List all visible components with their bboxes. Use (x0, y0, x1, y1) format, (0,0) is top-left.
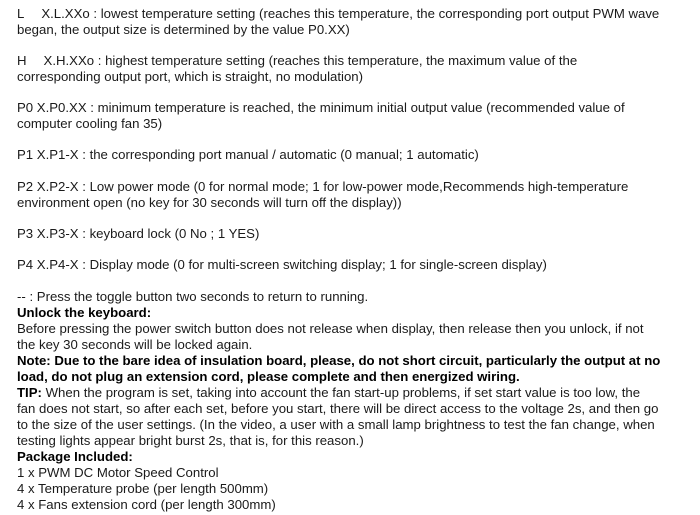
setting-P2-line1: P2 X.P2-X : Low power mode (0 for normal mode; 1 for low-power mode,Recommends high-temperature (17, 179, 629, 194)
package-heading: Package Included: (17, 449, 133, 464)
instructions-block (17, 289, 700, 513)
note-line2: load, do not plug an extension cord, please complete and then energized wiring. (17, 369, 520, 384)
setting-P0-line2: computer cooling fan 35) (17, 116, 163, 131)
setting-L-line2: began, the output size is determined by the value P0.XX) (17, 22, 350, 37)
tip-line2: fan does not start, so after each set, before you start, there will be direct access to the voltage 2s, and then go (17, 401, 659, 416)
setting-L-line1: X.L.XXo : lowest temperature setting (reaches this temperature, the corresponding port output PWM wave (41, 6, 660, 21)
setting-H-line1: X.H.XXo : highest temperature setting (reaches this temperature, the maximum value of the (43, 53, 578, 68)
setting-H-key: H (17, 53, 27, 68)
setting-P2 (17, 179, 700, 211)
setting-P1 (17, 147, 700, 163)
setting-P3 (17, 226, 700, 242)
note-line1: Note: Due to the bare idea of insulation board, please, do not short circuit, particularly the output at no (17, 353, 661, 368)
setting-P2-line2: environment open (no key for 30 seconds will turn off the display)) (17, 195, 402, 210)
tip-line4: testing lights appear bright burst 2s, that is, for this reason.) (17, 433, 364, 448)
setting-L (17, 6, 700, 38)
package-item: 4 x Fans extension cord (per length 300mm) (17, 497, 276, 512)
toggle-note: -- : Press the toggle button two seconds to return to running. (17, 289, 369, 304)
setting-H (17, 53, 700, 85)
unlock-line2: the key 30 seconds will be locked again. (17, 337, 253, 352)
setting-P4 (17, 257, 700, 273)
setting-P1-line1: P1 X.P1-X : the corresponding port manual / automatic (0 manual; 1 automatic) (17, 147, 479, 162)
tip-line1: When the program is set, taking into account the fan start-up problems, if set start value is too low, the (41, 385, 641, 400)
setting-P0-line1: P0 X.P0.XX : minimum temperature is reached, the minimum initial output value (recommended value of (17, 100, 625, 115)
unlock-line1: Before pressing the power switch button does not release when display, then release then you unlock, if not (17, 321, 644, 336)
package-item: 4 x Temperature probe (per length 500mm) (17, 481, 269, 496)
setting-P3-line1: P3 X.P3-X : keyboard lock (0 No ; 1 YES) (17, 226, 260, 241)
setting-P4-line1: P4 X.P4-X : Display mode (0 for multi-screen switching display; 1 for single-screen display) (17, 257, 547, 272)
package-item: 1 x PWM DC Motor Speed Control (17, 465, 219, 480)
setting-P0 (17, 100, 700, 132)
tip-label: TIP: (17, 385, 42, 400)
unlock-heading: Unlock the keyboard: (17, 305, 152, 320)
setting-H-line2: corresponding output port, which is straight, no modulation) (17, 69, 363, 84)
tip-line3: to the size of the user settings. (In the video, a user with a small lamp brightness to test the fan change, when (17, 417, 655, 432)
setting-L-key: L (17, 6, 25, 21)
